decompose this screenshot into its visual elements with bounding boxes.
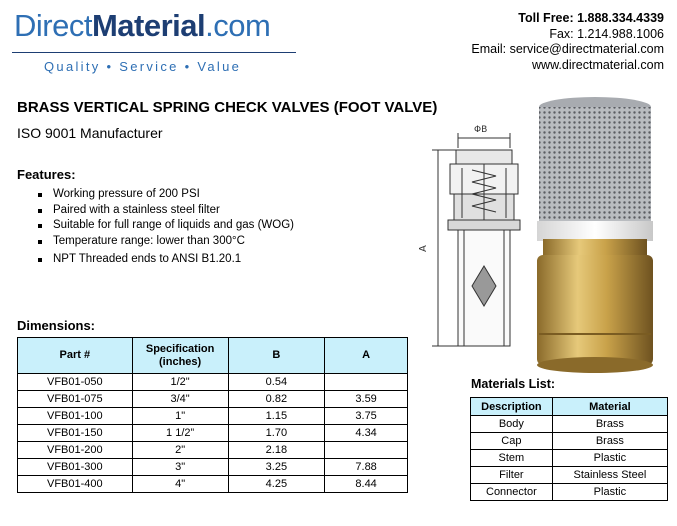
cell-part: VFB01-150 — [18, 425, 133, 442]
cell-material: Plastic — [552, 450, 667, 467]
cell-spec: 1" — [132, 408, 228, 425]
cell-part: VFB01-050 — [18, 374, 133, 391]
cell-part: VFB01-400 — [18, 476, 133, 493]
cell-part: VFB01-100 — [18, 408, 133, 425]
logo — [14, 8, 270, 44]
header-material: Material — [552, 398, 667, 416]
product-subtitle: ISO 9001 Manufacturer — [17, 125, 163, 141]
header-specification — [132, 338, 228, 374]
cell-material: Stainless Steel — [552, 467, 667, 484]
header-spec-line1: Specification — [145, 342, 215, 355]
header-part: Part # — [18, 338, 133, 374]
header-b: B — [228, 338, 325, 374]
table-row — [18, 408, 408, 425]
cell-spec: 3/4" — [132, 391, 228, 408]
cell-description: Stem — [471, 450, 553, 467]
cell-b: 1.15 — [228, 408, 325, 425]
cell-material: Brass — [552, 416, 667, 433]
dimension-b-label: ΦB — [474, 125, 488, 135]
feature-item: Paired with a stainless steel filter — [38, 203, 294, 219]
header-a: A — [325, 338, 408, 374]
cell-a: 4.34 — [325, 425, 408, 442]
cell-description: Filter — [471, 467, 553, 484]
cell-a — [325, 374, 408, 391]
table-row — [18, 425, 408, 442]
table-row — [18, 374, 408, 391]
cell-b: 0.54 — [228, 374, 325, 391]
cell-b: 1.70 — [228, 425, 325, 442]
cell-b: 3.25 — [228, 459, 325, 476]
logo-part-com: .com — [205, 8, 271, 43]
dimensions-heading: Dimensions: — [17, 318, 96, 333]
fax: Fax: 1.214.988.1006 — [549, 26, 664, 41]
cell-spec: 2" — [132, 442, 228, 459]
table-row — [471, 450, 668, 467]
table-row — [471, 484, 668, 501]
cell-part: VFB01-200 — [18, 442, 133, 459]
product-title: BRASS VERTICAL SPRING CHECK VALVES (FOOT VALVE) — [17, 99, 438, 116]
cell-part: VFB01-075 — [18, 391, 133, 408]
table-header-row — [471, 398, 668, 416]
table-row — [471, 433, 668, 450]
features-list — [38, 187, 294, 268]
table-row — [18, 459, 408, 476]
cell-a — [325, 442, 408, 459]
cell-b: 0.82 — [228, 391, 325, 408]
dimension-a-label: A — [418, 245, 429, 252]
logo-part-direct: Direct — [14, 8, 92, 43]
logo-underline — [12, 52, 296, 53]
table-row — [471, 416, 668, 433]
email[interactable]: Email: service@directmaterial.com — [471, 42, 664, 56]
cell-description: Body — [471, 416, 553, 433]
dimensions-table — [17, 337, 408, 493]
website[interactable]: www.directmaterial.com — [532, 57, 664, 72]
header-description: Description — [471, 398, 553, 416]
cell-spec: 1/2" — [132, 374, 228, 391]
toll-free: Toll Free: 1.888.334.4339 — [518, 11, 664, 25]
valve-technical-drawing — [410, 118, 530, 358]
table-row — [18, 391, 408, 408]
cell-spec: 3" — [132, 459, 228, 476]
table-row — [471, 467, 668, 484]
logo-part-material: Material — [91, 8, 206, 43]
cell-material: Plastic — [552, 484, 667, 501]
cell-part: VFB01-300 — [18, 459, 133, 476]
tagline: Quality • Service • Value — [44, 59, 242, 74]
cell-b: 4.25 — [228, 476, 325, 493]
features-heading: Features: — [17, 167, 76, 182]
feature-item: Suitable for full range of liquids and gas (WOG) — [38, 218, 294, 234]
table-row — [18, 442, 408, 459]
cell-b: 2.18 — [228, 442, 325, 459]
cell-a: 7.88 — [325, 459, 408, 476]
cell-description: Cap — [471, 433, 553, 450]
table-row — [18, 476, 408, 493]
cell-material: Brass — [552, 433, 667, 450]
cell-a: 3.75 — [325, 408, 408, 425]
table-header-row — [18, 338, 408, 374]
contact-block — [471, 11, 664, 73]
cell-description: Connector — [471, 484, 553, 501]
feature-item: Temperature range: lower than 300°C — [38, 234, 294, 250]
header-spec-line2: (inches) — [159, 355, 202, 368]
materials-heading: Materials List: — [471, 377, 556, 391]
cell-spec: 4" — [132, 476, 228, 493]
feature-item: Working pressure of 200 PSI — [38, 187, 294, 203]
cell-a: 3.59 — [325, 391, 408, 408]
valve-product-photo — [527, 95, 665, 377]
cell-a: 8.44 — [325, 476, 408, 493]
feature-item: NPT Threaded ends to ANSI B1.20.1 — [38, 252, 294, 268]
materials-table — [470, 397, 668, 501]
cell-spec: 1 1/2” — [132, 425, 228, 442]
